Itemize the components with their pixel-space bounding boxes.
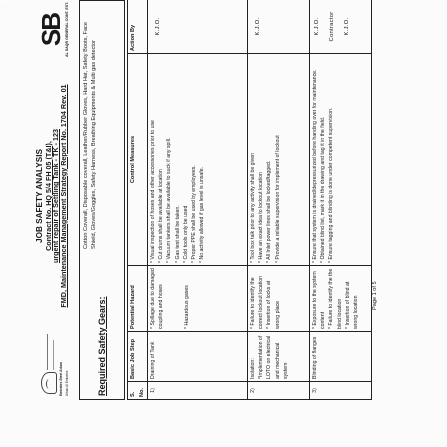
scan-speck: ·: [14, 12, 15, 16]
contractor-name: AL SAQR GENERAL CONT. EST.: [65, 2, 69, 57]
project-reference: FMD, Maintenance Management Strategy Report No. 1704 Rev. 01: [58, 84, 68, 308]
action-by: K.J.O. Contractor K.J.O.: [310, 0, 372, 54]
document-title: JOB SAFETY ANALYSIS: [35, 149, 44, 243]
contractor-logo-mark: SB: [36, 13, 66, 47]
emirates-steel-logo: [41, 334, 73, 396]
col-header-action: Action By: [128, 0, 148, 54]
arabic-script-line: [49, 340, 54, 370]
control-measures: * Ensure that system is drained/depressurized before handing over for maintenance. * Obtained blind list, mark it in the drawing and tag it in the field. * Ensure tagging and blinding is done under competent supervision.: [310, 54, 372, 266]
col-header-hazard: Potential Hazard: [128, 266, 148, 332]
contractor-logo: [38, 3, 76, 57]
col-header-controls: Control Measures: [128, 54, 148, 266]
potential-hazard: * Exposure to the system content * Failure to identify the the blind location * Insertion of blind at wrong location: [310, 266, 372, 332]
document-titles: [36, 62, 67, 330]
safety-gears-label: Required Safety Gears:: [97, 296, 107, 396]
table-row: [310, 0, 372, 400]
safety-gears-list: Cotton Coverall, Disposable coverall, Leather/Rubber Gloves, Hard Hat, Safety Boots, Face Shield, Gloves/Goggles, Safety Harness, Breathing Equipments & Multi gas detector: [83, 22, 97, 249]
company-sub-left: Arkan Al Emirates: [65, 370, 69, 396]
row-number: 3): [310, 382, 372, 400]
scan-speck: · ·: [4, 4, 7, 8]
required-safety-gears-box: [79, 0, 125, 400]
col-header-sno: S. No.: [128, 382, 148, 400]
company-name-left: Emirates Steel Arkan: [59, 362, 63, 396]
row-number: 1): [148, 382, 248, 400]
row-number: 2): [248, 382, 310, 400]
table-row: [248, 0, 310, 400]
job-step: Isolation: *Implementation of LOTO on electrical and mechanical system: [248, 332, 310, 382]
table-row: [148, 0, 248, 400]
col-header-step: Basic Job Step: [128, 332, 148, 382]
jsa-page: [35, 0, 410, 400]
control-measures: * Tool box talk prior to any activity shall be given * Have an exact idea to lockout location * All Inlet power lines shall be locked/tagged. * Provide a reliable supervision for implement of lockout: [248, 54, 310, 266]
control-measures: * Visual inspection of hoses and other accessories prior to use * Cut drums shall be available at location * Vacuum tankers shall be available to suck if any spill. * Gas test shall be taken. * Cold tools only be used * Proper PPE shall be used by employees. * No activity allowed if gas level is unsafe.: [148, 54, 248, 266]
job-description: urgent repair of Settling Tank - TK - 123: [51, 128, 61, 264]
job-step: Draining of Tank: [148, 332, 248, 382]
page-number: Page 1 of 5: [372, 281, 378, 310]
action-by: K.J.O.: [148, 0, 248, 54]
contract-number: Contract No. HQ 5/4 FH 05 (T&I),: [43, 141, 53, 251]
logo-mark-icon: [41, 372, 57, 394]
arabic-script-line: [42, 334, 48, 370]
potential-hazard: * Spillage due to damaged coupling and hoses * Hazardous gases: [148, 266, 248, 332]
action-by: K.J.O.: [248, 0, 310, 54]
table-header-row: [128, 0, 148, 400]
page-header: [35, 0, 79, 400]
jsa-table: [127, 0, 372, 400]
potential-hazard: * Failure to identify the correct lockout location * Insertion of locks at wrong place: [248, 266, 310, 332]
job-step: Blinding of flanges: [310, 332, 372, 382]
